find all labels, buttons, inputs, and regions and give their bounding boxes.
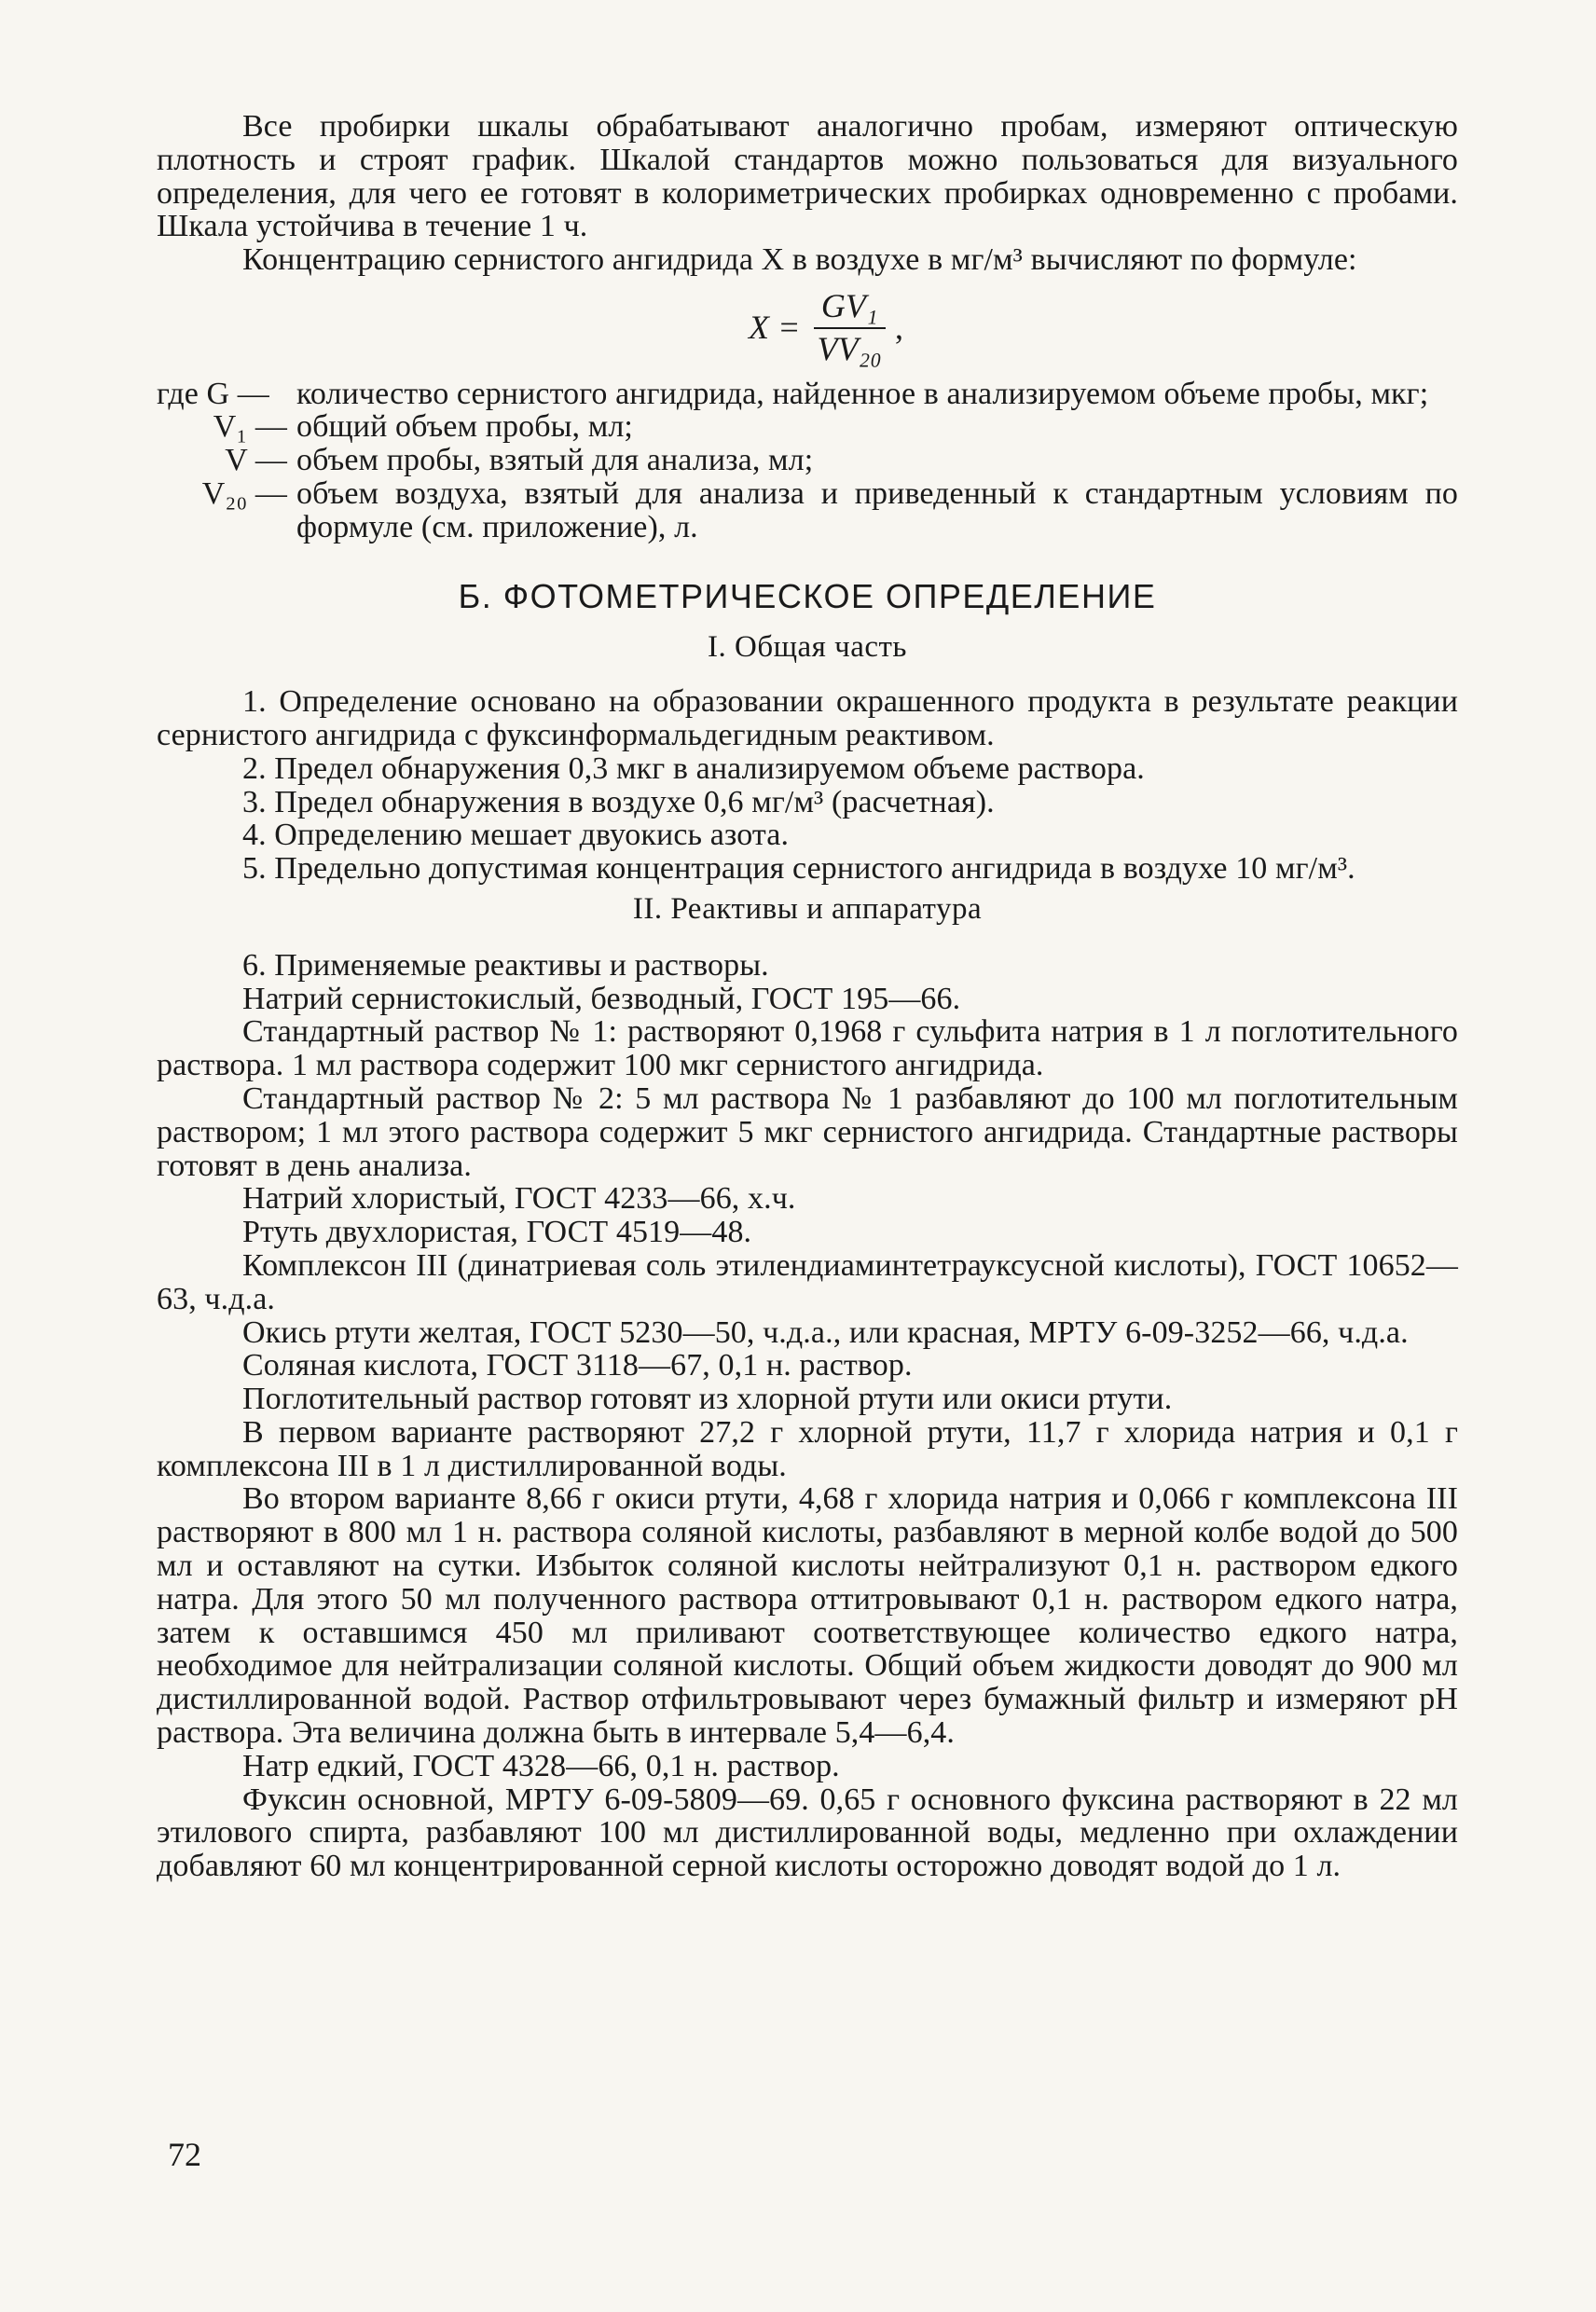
list-item: Фуксин основной, МРТУ 6-09-5809—69. 0,65 г основного фуксина растворяют в 22 мл этилового спирта, разбавляют 100 мл дистиллированной воды, медленно при охлаждении добавляют 60 мл концентрированной серной кислоты осторожно доводят водой до 1 л.	[157, 1782, 1458, 1884]
list-item: Ртуть двухлористая, ГОСТ 4519—48.	[242, 1215, 752, 1250]
formula	[194, 286, 1458, 367]
list-item: В первом варианте растворяют 27,2 г хлорной ртути, 11,7 г хлорида натрия и 0,1 г комплексона III в 1 л дистиллированной воды.	[157, 1414, 1458, 1483]
list-item: 1. Определение основано на образовании окрашенного продукта в результате реакции сернистого ангидрида с фуксинформальдегидным реактивом.	[157, 684, 1458, 752]
formula-comma: ,	[894, 308, 904, 346]
formula-legend	[157, 378, 1458, 544]
legend-symbol: где G —	[157, 376, 269, 411]
subsection-heading-general: I. Общая часть	[708, 630, 907, 665]
list-item: Натрий хлористый, ГОСТ 4233—66, х.ч.	[242, 1181, 796, 1217]
section-heading-photometric: Б. ФОТОМЕТРИЧЕСКОЕ ОПРЕДЕЛЕНИЕ	[458, 576, 1157, 615]
list-item: Соляная кислота, ГОСТ 3118—67, 0,1 н. раствор.	[242, 1348, 913, 1383]
subsection-heading-reagents: II. Реактивы и аппаратура	[632, 891, 983, 926]
list-item: 6. Применяемые реактивы и растворы.	[242, 947, 769, 983]
list-item: Комплексон III (динатриевая соль этилендиаминтетрауксусной кислоты), ГОСТ 10652—63, ч.д.а.	[157, 1247, 1458, 1316]
list-item: Натр едкий, ГОСТ 4328—66, 0,1 н. раствор.	[242, 1748, 840, 1783]
formula-numerator: GV₁	[814, 290, 886, 329]
paragraph-scale-processing: Все пробирки шкалы обрабатывают аналогично пробам, измеряют оптическую плотность и строят график. Шкалой стандартов можно пользоваться для визуального определения, для чего ее готовят в колориметрических пробирках одновременно с пробами. Шкала устойчива в течение 1 ч.	[157, 109, 1458, 244]
paragraph-concentration-formula-intro: Концентрацию сернистого ангидрида X в воздухе в мг/м³ вычисляют по формуле:	[242, 242, 1357, 278]
formula-lhs: X =	[748, 308, 801, 346]
formula-denominator: VV₂₀	[817, 329, 882, 367]
list-item: 4. Определению мешает двуокись азота.	[242, 818, 790, 853]
list-item: Стандартный раствор № 1: растворяют 0,1968 г сульфита натрия в 1 л поглотительного раствора. 1 мл раствора содержит 100 мкг сернистого ангидрида.	[157, 1014, 1458, 1083]
formula-fraction	[810, 286, 889, 367]
list-item: 3. Предел обнаружения в воздухе 0,6 мг/м³ (расчетная).	[242, 784, 995, 819]
legend-definition: объем пробы, взятый для анализа, мл;	[296, 443, 814, 478]
legend-symbol: V —	[225, 443, 287, 478]
legend-definition: общий объем пробы, мл;	[296, 409, 633, 445]
list-item: 5. Предельно допустимая концентрация сернистого ангидрида в воздухе 10 мг/м³.	[242, 851, 1355, 887]
page-number: 72	[168, 2136, 201, 2173]
list-item: Стандартный раствор № 2: 5 мл раствора № 1 разбавляют до 100 мл поглотительным раствором; 1 мл этого раствора содержит 5 мкг сернистого ангидрида. Стандартные растворы готовят в день анализа.	[157, 1080, 1458, 1183]
list-item: Поглотительный раствор готовят из хлорной ртути или окиси ртути.	[242, 1382, 1173, 1417]
legend-symbol: V₁ —	[213, 409, 287, 445]
list-item: 2. Предел обнаружения 0,3 мкг в анализируемом объеме раствора.	[242, 750, 1145, 786]
legend-definition: объем воздуха, взятый для анализа и приведенный к стандартным условиям по формуле (см. приложение), л.	[296, 475, 1458, 544]
list-item: Окись ртути желтая, ГОСТ 5230—50, ч.д.а., или красная, МРТУ 6-09-3252—66, ч.д.а.	[242, 1314, 1409, 1350]
page-content	[157, 110, 1458, 1883]
legend-definition: количество сернистого ангидрида, найденное в анализируемом объеме пробы, мкг;	[296, 376, 1429, 411]
list-item: Во втором варианте 8,66 г окиси ртути, 4,68 г хлорида натрия и 0,066 г комплексона III растворяют в 800 мл 1 н. раствора соляной кислоты, разбавляют в мерной колбе водой до 500 мл и оставляют на сутки. Избыток соляной кислоты нейтрализуют 0,1 н. раствором едкого натра. Для этого 50 мл полученного раствора оттитровывают 0,1 н. раствором едкого натра, затем к оставшимся 450 мл приливают соответствующее количество едкого натра, необходимое для нейтрализации соляной кислоты. Общий объем жидкости доводят до 900 мл дистиллированной водой. Раствор отфильтровывают через бумажный фильтр и измеряют pH раствора. Эта величина должна быть в интервале 5,4—6,4.	[157, 1481, 1458, 1751]
legend-symbol: V₂₀ —	[201, 475, 287, 511]
list-item: Натрий сернистокислый, безводный, ГОСТ 195—66.	[242, 981, 961, 1016]
